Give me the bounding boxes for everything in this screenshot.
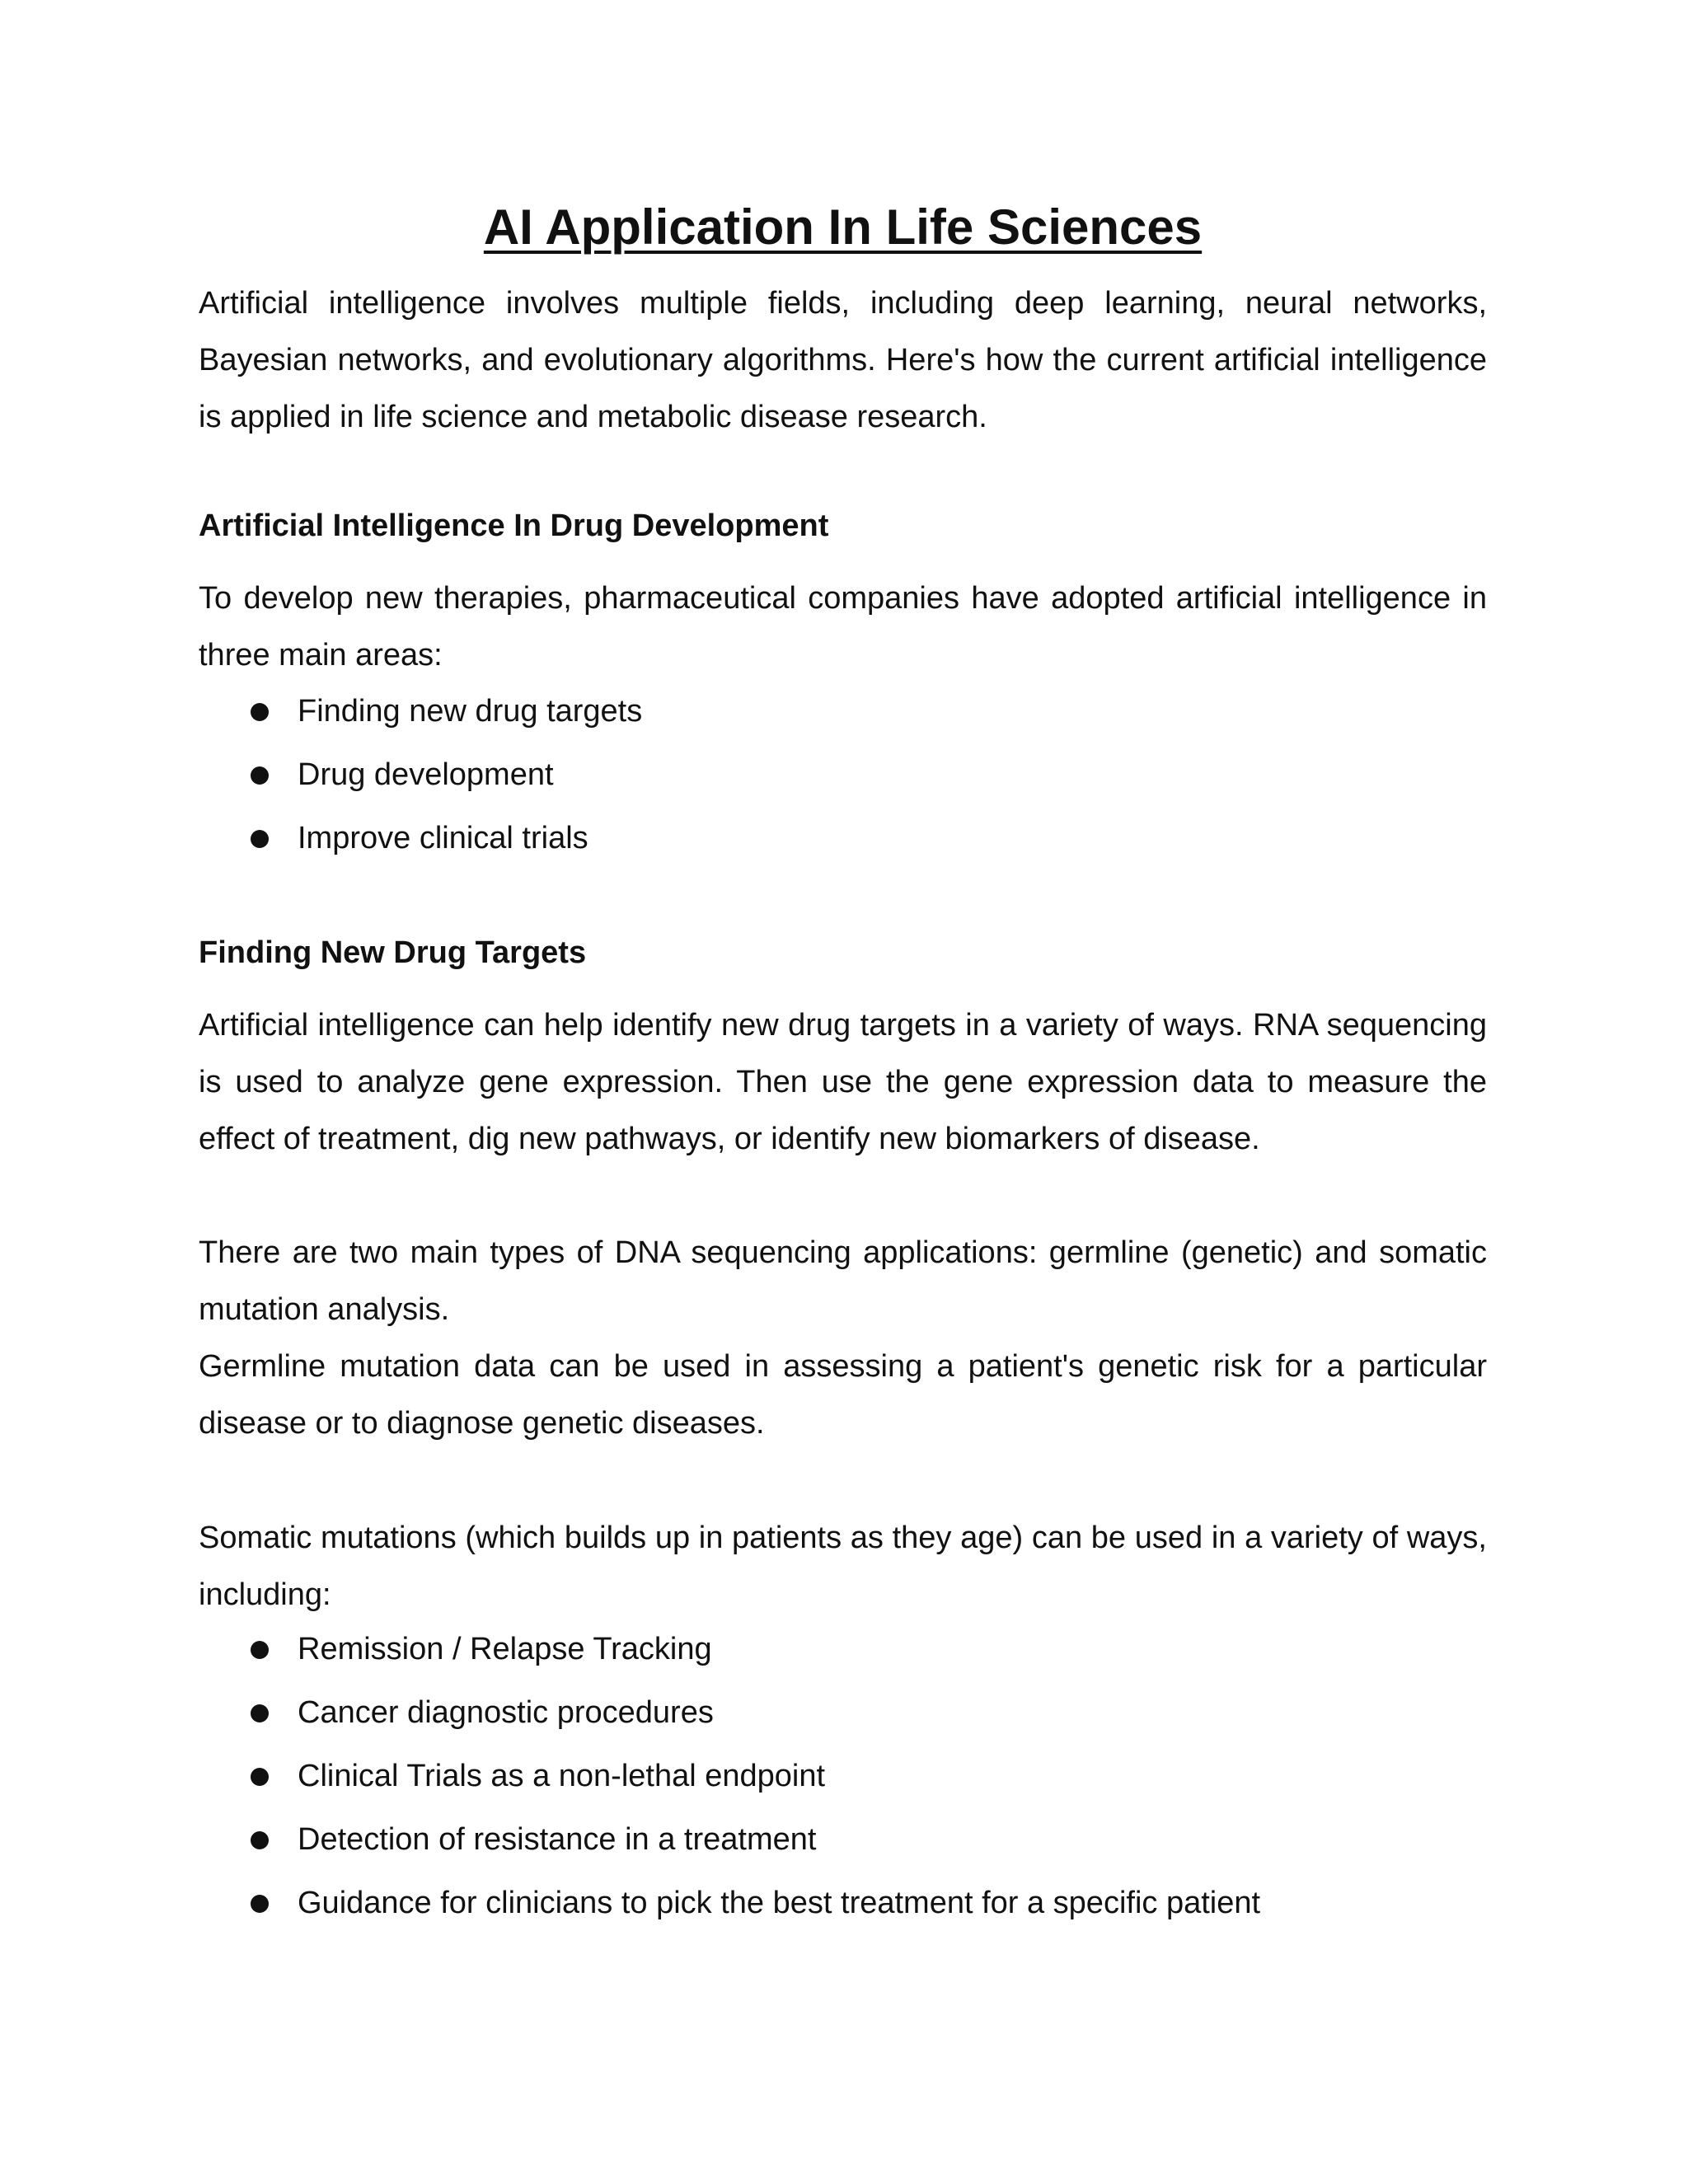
page-title: AI Application In Life Sciences [483, 199, 1203, 255]
list-item [199, 743, 642, 807]
list-item [199, 1745, 1260, 1808]
section-heading-drug-targets: Finding New Drug Targets [199, 935, 587, 970]
section-heading-drug-development: Artificial Intelligence In Drug Development [199, 509, 829, 543]
list-item-text: Drug development [298, 757, 554, 792]
list-item-text: Clinical Trials as a non-lethal endpoint [298, 1759, 826, 1793]
bullet-icon [251, 1768, 269, 1786]
list-item-text: Finding new drug targets [298, 694, 643, 729]
drug-development-list [199, 680, 642, 870]
list-item [199, 680, 642, 743]
bullet-icon [251, 766, 269, 785]
list-item [199, 1872, 1260, 1935]
list-item [199, 807, 642, 870]
bullet-icon [251, 703, 269, 721]
dna-sequencing-paragraph: There are two main types of DNA sequencing applications: germline (genetic) and somatic mutation analysis. [199, 1235, 1487, 1327]
list-item [199, 1618, 1260, 1681]
germline-paragraph: Germline mutation data can be used in assessing a patient's genetic risk for a particular disease or to diagnose genetic diseases. [199, 1349, 1487, 1441]
bullet-icon [251, 1895, 269, 1913]
list-item-text: Detection of resistance in a treatment [298, 1822, 817, 1857]
list-item-text: Remission / Relapse Tracking [298, 1632, 712, 1666]
somatic-uses-list [199, 1618, 1260, 1935]
somatic-paragraph: Somatic mutations (which builds up in patients as they age) can be used in a variety of ways, including: [199, 1521, 1487, 1612]
intro-paragraph: Artificial intelligence involves multiple fields, including deep learning, neural networks, Bayesian networks, and evolutionary algorithms. Here's how the current artificial intelligence is applied in life science and metabolic disease research. [199, 286, 1487, 434]
bullet-icon [251, 1641, 269, 1659]
drug-targets-paragraph: Artificial intelligence can help identify new drug targets in a variety of ways. RNA sequencing is used to analyze gene expression. Then use the gene expression data to measure the effect of treatment, dig new pathways, or identify new biomarkers of disease. [199, 1008, 1487, 1156]
list-item [199, 1808, 1260, 1872]
bullet-icon [251, 1831, 269, 1849]
list-item-text: Cancer diagnostic procedures [298, 1695, 714, 1730]
drug-development-paragraph: To develop new therapies, pharmaceutical companies have adopted artificial intelligence in three main areas: [199, 581, 1487, 673]
bullet-icon [251, 1704, 269, 1722]
bullet-icon [251, 830, 269, 848]
list-item-text: Improve clinical trials [298, 821, 588, 855]
list-item-text: Guidance for clinicians to pick the best treatment for a specific patient [298, 1886, 1261, 1920]
list-item [199, 1681, 1260, 1745]
